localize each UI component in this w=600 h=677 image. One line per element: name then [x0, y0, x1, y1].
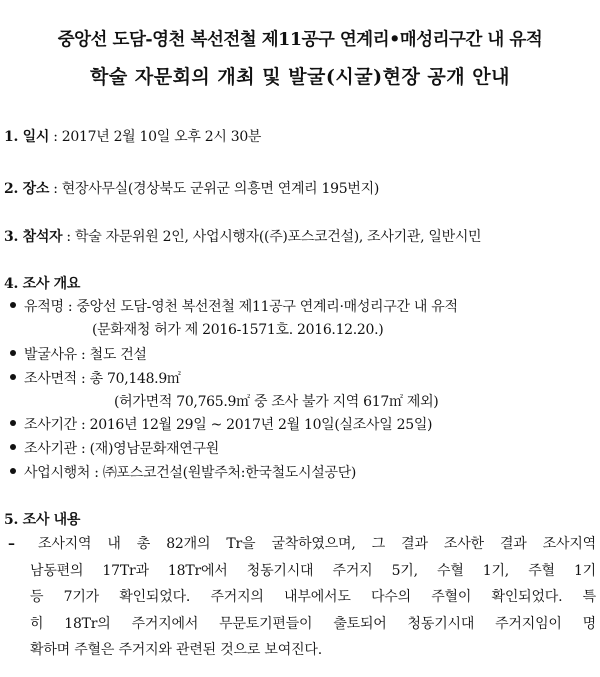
bullet-dot-icon [10, 374, 16, 380]
period-item [10, 414, 432, 434]
bullet-dot-icon [10, 468, 16, 474]
date-item [4, 126, 261, 146]
content-line: 남동편의 17Tr과 18Tr에서 청동기시대 주거지 5기, 수혈 1기, 주혈 1기 [30, 562, 596, 579]
reason-item [10, 344, 147, 364]
place-item [4, 178, 379, 198]
area-item [10, 368, 181, 388]
operator-item [10, 462, 356, 482]
attendees-value: : 학술 자문위원 2인, 사업시행자((주)포스코건설), 조사기관, 일반시민 [62, 229, 482, 245]
content-line: 히 18Tr의 주거지에서 무문토기편들이 출토되어 청동기시대 주거지임이 명 [30, 615, 596, 632]
bullet-dot-icon [10, 420, 16, 426]
content-line-text: 조사지역 내 총 82개의 Tr을 굴착하였으며, 그 결과 조사한 결과 조사지역 [38, 536, 596, 552]
date-label: 1. 일시 [4, 129, 50, 145]
agency-item [10, 438, 219, 458]
place-value: : 현장사무실(경상북도 군위군 의흥면 연계리 195번지) [49, 181, 379, 197]
place-label: 2. 장소 [4, 181, 50, 197]
site-name-text: 유적명 : 중앙선 도담-영천 복선전철 제11공구 연계리·매성리구간 내 유적 [24, 299, 458, 315]
operator-text: 사업시행처 : ㈜포스코건설(원발주처:한국철도시설공단) [24, 465, 357, 481]
title-line-2: 학술 자문회의 개최 및 발굴(시굴)현장 공개 안내 [90, 66, 510, 88]
site-name-item [10, 296, 458, 316]
area-text: 조사면적 : 총 70,148.9㎡ [24, 371, 181, 387]
date-value: : 2017년 2월 10일 오후 2시 30분 [49, 129, 262, 145]
content-line: 확하며 주혈은 주거지와 관련된 것으로 보여진다. [30, 642, 322, 658]
bullet-dot-icon [10, 302, 16, 308]
title-line-1: 중앙선 도담-영천 복선전철 제11공구 연계리•매성리구간 내 유적 [57, 30, 543, 50]
attendees-item [4, 226, 481, 246]
content-paragraph [4, 531, 596, 664]
site-permit: (문화재청 허가 제 2016-1571호. 2016.12.20.) [92, 322, 384, 338]
period-text: 조사기간 : 2016년 12월 29일 ~ 2017년 2월 10일(실조사일 25일) [24, 417, 433, 433]
reason-text: 발굴사유 : 철도 건설 [24, 347, 147, 363]
dash-marker: – [8, 536, 15, 552]
attendees-label: 3. 참석자 [4, 229, 63, 245]
content-heading: 5. 조사 내용 [4, 512, 81, 528]
overview-heading: 4. 조사 개요 [4, 276, 81, 292]
content-line: 등 7기가 확인되었다. 주거지의 내부에서도 다수의 주혈이 확인되었다. 특 [30, 589, 596, 605]
content-line [4, 531, 596, 558]
bullet-dot-icon [10, 444, 16, 450]
bullet-dot-icon [10, 350, 16, 356]
agency-text: 조사기관 : (재)영남문화재연구원 [24, 441, 219, 457]
area-note: (허가면적 70,765.9㎡ 중 조사 불가 지역 617㎡ 제외) [114, 394, 439, 410]
